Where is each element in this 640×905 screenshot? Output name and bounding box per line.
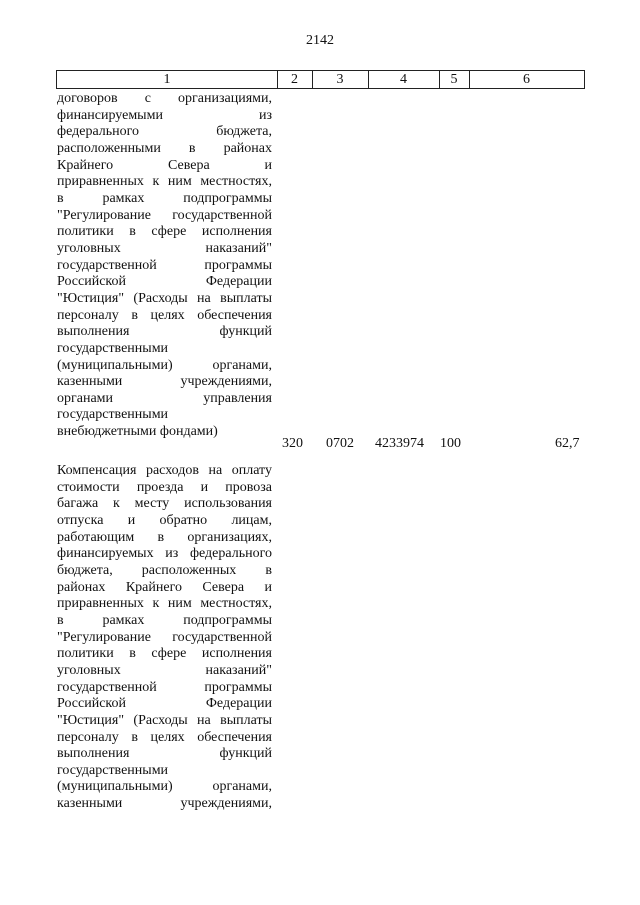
header-col-2: 2: [291, 72, 298, 87]
text-line: финансируемых из федерального: [57, 546, 272, 562]
text-line: "Юстиция" (Расходы на выплаты: [57, 290, 272, 306]
text-line: органами управления: [57, 390, 272, 406]
text-line: политики в сфере исполнения: [57, 224, 272, 240]
text-line: федерального бюджета,: [57, 124, 272, 140]
header-col-4: 4: [400, 72, 407, 87]
header-col-5: 5: [450, 72, 458, 87]
text-line: в рамках подпрограммы: [57, 190, 272, 206]
text-line: "Регулирование государственной: [57, 207, 272, 223]
text-line: государственными: [57, 407, 169, 423]
text-line: казенными учреждениями,: [57, 796, 272, 812]
text-line: уголовных наказаний": [57, 662, 272, 678]
text-line: (муниципальными) органами,: [57, 357, 272, 373]
row-1-col-5: 100: [440, 436, 461, 451]
page-number: 2142: [306, 33, 334, 48]
header-col-1: 1: [163, 72, 171, 87]
text-line: Российской Федерации: [57, 696, 272, 712]
text-line: выполнения функций: [57, 746, 272, 762]
text-line: выполнения функций: [57, 324, 272, 340]
header-col-6: 6: [523, 72, 530, 87]
row-1-description: [57, 91, 272, 441]
text-line: приравненных к ним местностях,: [57, 174, 272, 190]
row-1-col-2: 320: [282, 436, 303, 451]
text-line: финансируемыми из: [57, 107, 272, 123]
text-line: приравненных к ним местностях,: [57, 596, 272, 612]
text-line: стоимости проезда и провоза: [57, 479, 272, 495]
text-line: Российской Федерации: [57, 274, 272, 290]
row-1-col-6: 62,7: [555, 436, 580, 451]
text-line: "Юстиция" (Расходы на выплаты: [57, 712, 272, 728]
text-line: уголовных наказаний": [57, 240, 272, 256]
text-line: работающим в организациях,: [57, 529, 272, 545]
text-line: Крайнего Севера и: [57, 157, 272, 173]
text-line: (муниципальными) органами,: [57, 779, 272, 795]
text-line: отпуска и обратно лицам,: [57, 512, 272, 528]
text-line: Компенсация расходов на оплату: [57, 463, 272, 478]
text-line: районах Крайнего Севера и: [57, 579, 272, 595]
text-line: государственной программы: [57, 679, 272, 695]
text-line: казенными учреждениями,: [57, 374, 272, 390]
text-line: внебюджетными фондами): [57, 424, 218, 440]
text-line: государственными: [57, 762, 169, 778]
header-col-3: 3: [336, 72, 344, 87]
text-line: расположенными в районах: [57, 140, 272, 156]
row-2-description: [57, 463, 272, 813]
text-line: в рамках подпрограммы: [57, 612, 272, 628]
text-line: государственной программы: [57, 257, 272, 273]
text-line: багажа к месту использования: [57, 496, 272, 512]
text-line: "Регулирование государственной: [57, 629, 272, 645]
text-line: договоров с организациями,: [57, 91, 272, 106]
text-line: политики в сфере исполнения: [57, 646, 272, 662]
text-line: персоналу в целях обеспечения: [57, 729, 272, 745]
table-header: [56, 70, 585, 89]
row-1-col-4: 4233974: [375, 436, 424, 451]
text-line: персоналу в целях обеспечения: [57, 307, 272, 323]
text-line: бюджета, расположенных в: [57, 562, 272, 578]
text-line: государственными: [57, 340, 169, 356]
row-1-col-3: 0702: [326, 436, 354, 451]
